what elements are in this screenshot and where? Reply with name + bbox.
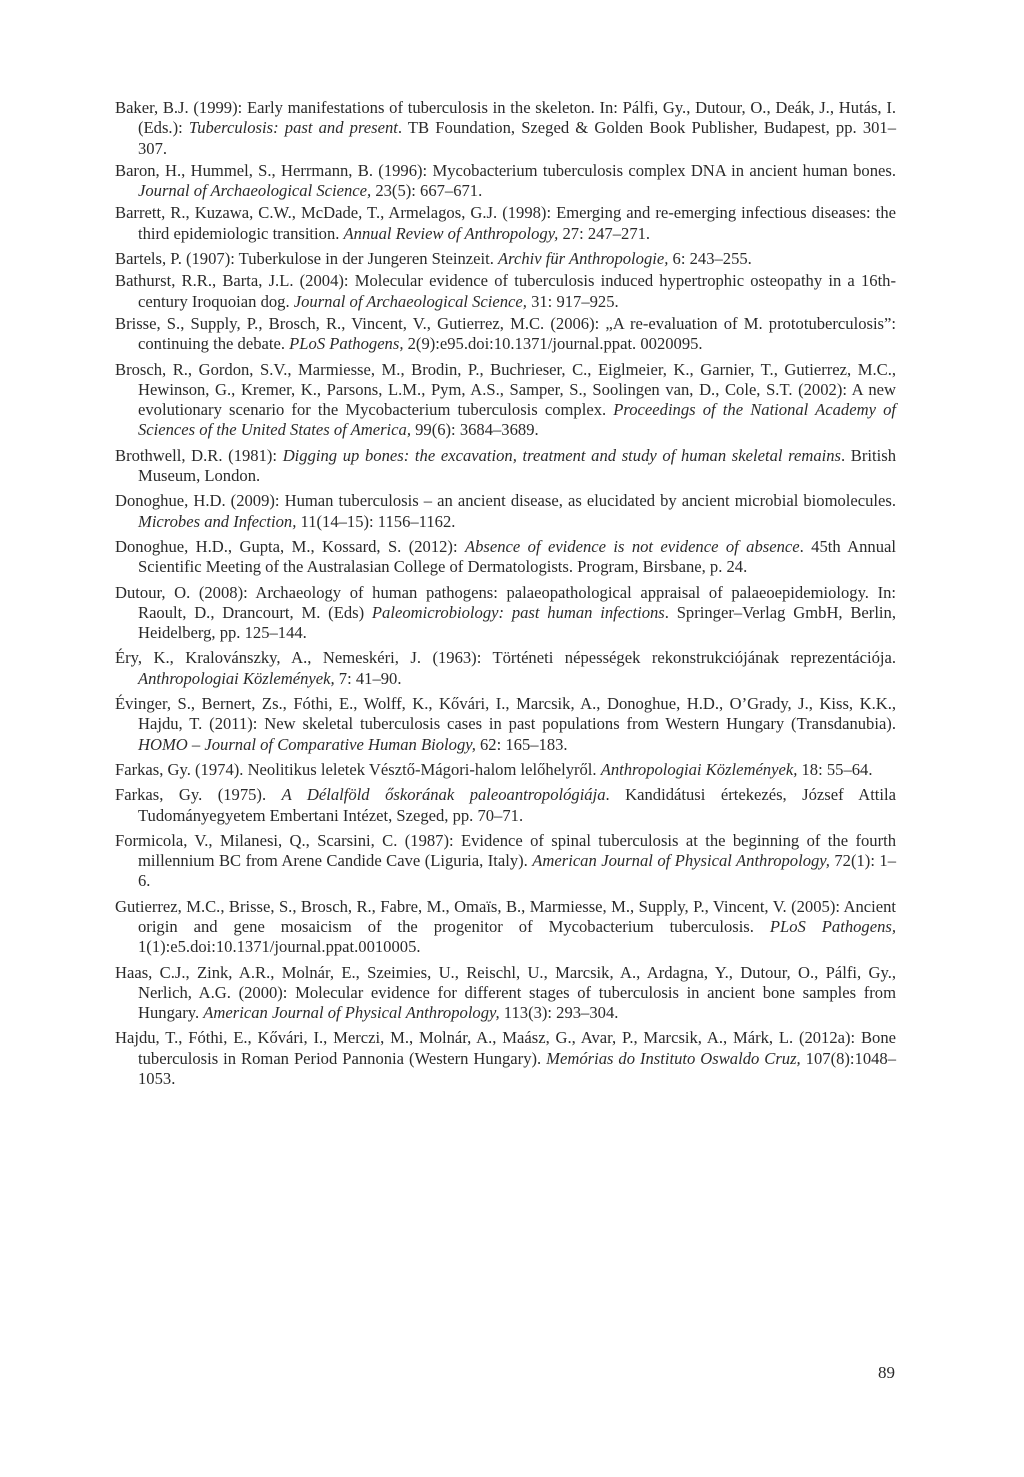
reference-text: Gutierrez, M.C., Brisse, S., Brosch, R., Fabre, M., Omaïs, B., Marmiesse, M., Supply, P., Vincent, V. (2005): Ancient origin and gene mosaicism of the progenitor of Mycobacterium tuberculosis. [115, 896, 896, 936]
reference-entry [115, 271, 896, 312]
reference-text: Brosch, R., Gordon, S.V., Marmiesse, M., Brodin, P., Buchrieser, C., Eiglmeier, K., Garnier, T., Gutierrez, M.C., Hewinson, G., Kremer, K., Parsons, L.M., Pym, A.S., Samper, S., Soolingen van, D., Cole, S.T. (2002): A new evolutionary scenario for the Mycobacterium tuberculosis complex. [115, 359, 896, 420]
reference-text: Baker, B.J. (1999): Early manifestations of tuberculosis in the skeleton. In: Pálfi, Gy., Dutour, O., Deák, J., Hutás, I. (Eds.): [115, 98, 896, 138]
reference-entry [115, 98, 896, 159]
reference-source-title: American Journal of Physical Anthropology, [203, 1003, 500, 1023]
reference-entry [115, 963, 896, 1024]
reference-text: Dutour, O. (2008): Archaeology of human pathogens: palaeopathological appraisal of palaeoepidemiology. In: Raoult, D., Drancourt, M. (Eds) [115, 582, 896, 622]
reference-text: 11(14–15): 1156–1162. [296, 511, 456, 531]
reference-entry [115, 537, 896, 578]
reference-source-title: Archiv für Anthropologie, [498, 249, 669, 269]
reference-entry [115, 360, 896, 441]
reference-text: . Springer–Verlag GmbH, Berlin, Heidelberg, pp. 125–144. [138, 602, 896, 643]
reference-source-title: Paleomicrobiology: past human infections [371, 602, 665, 622]
reference-text: Farkas, Gy. (1974). Neolitikus leletek Vésztő-Mágori-halom lelőhelyről. [115, 759, 601, 779]
reference-text: . Kandidátusi értekezés, József Attila Tudományegyetem Embertani Intézet, Szeged, pp. 70–71. [138, 785, 896, 825]
reference-entry [115, 897, 896, 958]
reference-text: Évinger, S., Bernert, Zs., Fóthi, E., Wolff, K., Kővári, I., Marcsik, A., Donoghue, H.D., O’Grady, J., Kiss, K.K., Hajdu, T. (2011): New skeletal tuberculosis cases in past populations from Western Hungary (Transdanubia). [115, 694, 896, 734]
reference-text: Donoghue, H.D., Gupta, M., Kossard, S. (2012): [115, 536, 465, 556]
reference-entry [115, 314, 896, 355]
reference-entry [115, 831, 896, 892]
reference-source-title: Anthropologiai Közlemények, [138, 668, 335, 688]
reference-text: Brothwell, D.R. (1981): [115, 445, 283, 465]
reference-text: Formicola, V., Milanesi, Q., Scarsini, C. (1987): Evidence of spinal tuberculosis at the beginning of the fourth millennium BC from Arene Candide Cave (Liguria, Italy). [115, 830, 896, 871]
reference-entry [115, 648, 896, 689]
reference-source-title: Absence of evidence is not evidence of absence [464, 536, 800, 556]
reference-entry [115, 785, 896, 826]
reference-entry [115, 249, 896, 269]
reference-entry [115, 1028, 896, 1089]
reference-text: Haas, C.J., Zink, A.R., Molnár, E., Szeimies, U., Reischl, U., Marcsik, A., Ardagna, Y., Dutour, O., Pálfi, Gy., Nerlich, A.G. (2000): Molecular evidence for different stages of tuberculosis in ancient bone samples from Hungary. [115, 962, 896, 1023]
reference-entry [115, 760, 896, 780]
reference-text: Éry, K., Kralovánszky, A., Nemeskéri, J. (1963): Történeti népességek rekonstrukciójának reprezentációja. [115, 648, 896, 668]
reference-text: Barrett, R., Kuzawa, C.W., McDade, T., Armelagos, G.J. (1998): Emerging and re-emerging infectious diseases: the third epidemiologic transition. [115, 203, 896, 243]
reference-source-title: PLoS Pathogens, [289, 334, 404, 354]
reference-text: 27: 247–271. [558, 223, 651, 243]
reference-text: Baron, H., Hummel, S., Herrmann, B. (1996): Mycobacterium tuberculosis complex DNA in ancient human bones. [115, 160, 896, 180]
reference-source-title: Annual Review of Anthropology, [343, 223, 559, 243]
reference-source-title: Journal of Archaeological Science, [138, 181, 372, 201]
reference-text: Bartels, P. (1907): Tuberkulose in der Jungeren Steinzeit. [115, 249, 498, 269]
reference-text: Bathurst, R.R., Barta, J.L. (2004): Molecular evidence of tuberculosis induced hypertrophic osteopathy in a 16th-century Iroquoian dog. [115, 271, 896, 311]
reference-text: . British Museum, London. [138, 445, 896, 486]
reference-entry [115, 694, 896, 755]
reference-text: Brisse, S., Supply, P., Brosch, R., Vincent, V., Gutierrez, M.C. (2006): „A re-evaluation of M. prototuberculosis”: continuing the debate. [115, 313, 896, 354]
reference-source-title: Memórias do Instituto Oswaldo Cruz, [546, 1048, 801, 1068]
reference-text: Farkas, Gy. (1975). [115, 785, 282, 805]
reference-text: 99(6): 3684–3689. [410, 420, 539, 440]
reference-entry [115, 491, 896, 532]
reference-text: 113(3): 293–304. [499, 1003, 619, 1023]
reference-list [115, 98, 896, 1089]
reference-source-title: Anthropologiai Közlemények, [600, 759, 798, 779]
reference-text: . 45th Annual Scientific Meeting of the Australasian College of Dermatologists. Program, Birsbane, p. 24. [138, 536, 896, 577]
reference-text: 62: 165–183. [475, 734, 568, 754]
reference-entry [115, 203, 896, 244]
reference-text: 31: 917–925. [526, 291, 619, 311]
reference-text: 6: 243–255. [668, 249, 752, 269]
reference-source-title: Microbes and Infection, [138, 511, 297, 531]
page-number: 89 [878, 1363, 895, 1382]
reference-entry [115, 583, 896, 644]
reference-source-title: Digging up bones: the excavation, treatment and study of human skeletal remains [282, 445, 841, 465]
reference-entry [115, 446, 896, 487]
reference-source-title: Proceedings of the National Academy of Sciences of the United States of America, [138, 400, 896, 440]
reference-text: 7: 41–90. [334, 668, 402, 688]
reference-entry [115, 161, 896, 202]
page [115, 98, 896, 1094]
reference-source-title: American Journal of Physical Anthropology, [532, 851, 830, 871]
reference-text: . TB Foundation, Szeged & Golden Book Publisher, Budapest, pp. 301–307. [138, 118, 897, 158]
reference-text: 23(5): 667–671. [371, 181, 483, 201]
reference-source-title: PLoS Pathogens, [769, 916, 896, 936]
reference-text: 72(1): 1–6. [138, 851, 896, 891]
reference-text: Donoghue, H.D. (2009): Human tuberculosis – an ancient disease, as elucidated by ancient microbial biomolecules. [115, 491, 896, 511]
reference-text: 1(1):e5.doi:10.1371/journal.ppat.0010005. [138, 937, 421, 957]
reference-source-title: Tuberculosis: past and present [188, 118, 398, 138]
reference-text: 107(8):1048–1053. [138, 1048, 897, 1089]
reference-text: 2(9):e95.doi:10.1371/journal.ppat. 0020095. [403, 334, 703, 354]
reference-source-title: HOMO – Journal of Comparative Human Biology, [138, 734, 476, 754]
reference-source-title: A Délalföld őskorának paleoantropológiája [281, 785, 606, 805]
reference-source-title: Journal of Archaeological Science, [293, 291, 527, 311]
reference-text: 18: 55–64. [797, 759, 873, 779]
reference-text: Hajdu, T., Fóthi, E., Kővári, I., Merczi, M., Molnár, A., Maász, G., Avar, P., Marcsik, A., Márk, L. (2012a): Bone tuberculosis in Roman Period Pannonia (Western Hungary). [115, 1028, 896, 1068]
